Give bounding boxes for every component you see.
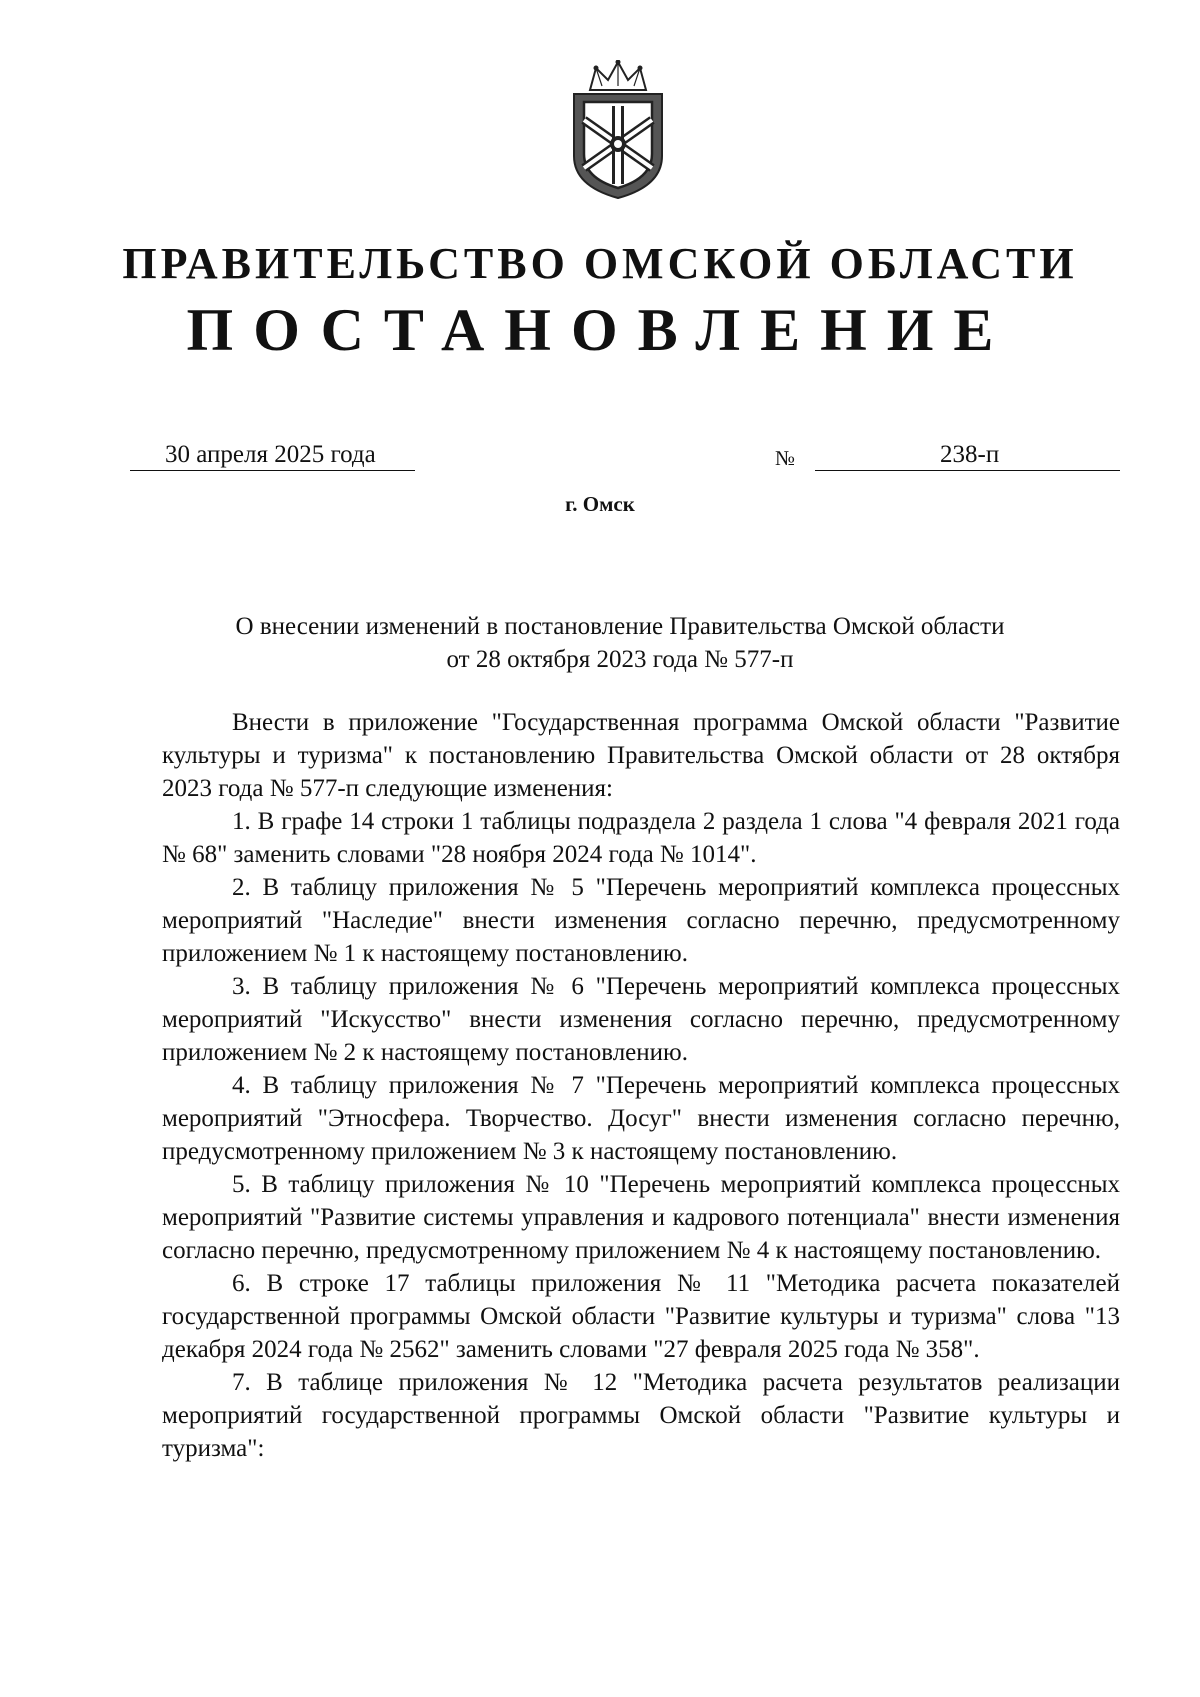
document-type: ПОСТАНОВЛЕНИЕ: [186, 297, 1014, 363]
paragraph-item-4: 4. В таблицу приложения № 7 "Перечень мероприятий комплекса процессных мероприятий "Этносфера. Творчество. Досуг" внести изменения согласно перечню, предусмотренному приложением № 3 к настоящему постановлению.: [162, 1072, 1120, 1165]
paragraph-item-5: 5. В таблицу приложения № 10 "Перечень мероприятий комплекса процессных мероприятий "Развитие системы управления и кадрового потенциала" внести изменения согласно перечню, предусмотренному приложением № 4 к настоящему постановлению.: [162, 1171, 1120, 1264]
document-body: [162, 706, 1120, 1465]
subject-line-2: от 28 октября 2023 года № 577-п: [446, 646, 794, 673]
paragraph-item-7: 7. В таблице приложения № 12 "Методика расчета результатов реализации мероприятий государственной программы Омской области "Развитие культуры и туризма":: [162, 1369, 1120, 1462]
paragraph-item-3: 3. В таблицу приложения № 6 "Перечень мероприятий комплекса процессных мероприятий "Искусство" внести изменения согласно перечню, предусмотренному приложением № 2 к настоящему постановлению.: [162, 973, 1120, 1066]
paragraph-item-2: 2. В таблицу приложения № 5 "Перечень мероприятий комплекса процессных мероприятий "Наследие" внести изменения согласно перечню, предусмотренному приложением № 1 к настоящему постановлению.: [162, 874, 1120, 967]
subject-line-1: О внесении изменений в постановление Правительства Омской области: [235, 613, 1005, 640]
paragraph-item-1: 1. В графе 14 строки 1 таблицы подраздела 2 раздела 1 слова "4 февраля 2021 года № 68" заменить словами "28 ноября 2024 года № 1014".: [162, 808, 1120, 868]
document-number: 238-п: [815, 440, 1120, 471]
document-subject: [150, 610, 1090, 676]
coat-of-arms-icon: [568, 60, 668, 200]
document-date: 30 апреля 2025 года: [130, 440, 415, 471]
city-name: г. Омск: [565, 492, 635, 516]
number-label: №: [775, 446, 796, 470]
paragraph-item-6: 6. В строке 17 таблицы приложения № 11 "Методика расчета показателей государственной программы Омской области "Развитие культуры и туризма" слова "13 декабря 2024 года № 2562" заменить словами "27 февраля 2025 года № 358".: [162, 1270, 1120, 1363]
paragraph-intro: Внести в приложение "Государственная программа Омской области "Развитие культуры и туризма" к постановлению Правительства Омской области от 28 октября 2023 года № 577-п следующие изменения:: [162, 709, 1120, 802]
government-title: ПРАВИТЕЛЬСТВО ОМСКОЙ ОБЛАСТИ: [122, 239, 1078, 288]
